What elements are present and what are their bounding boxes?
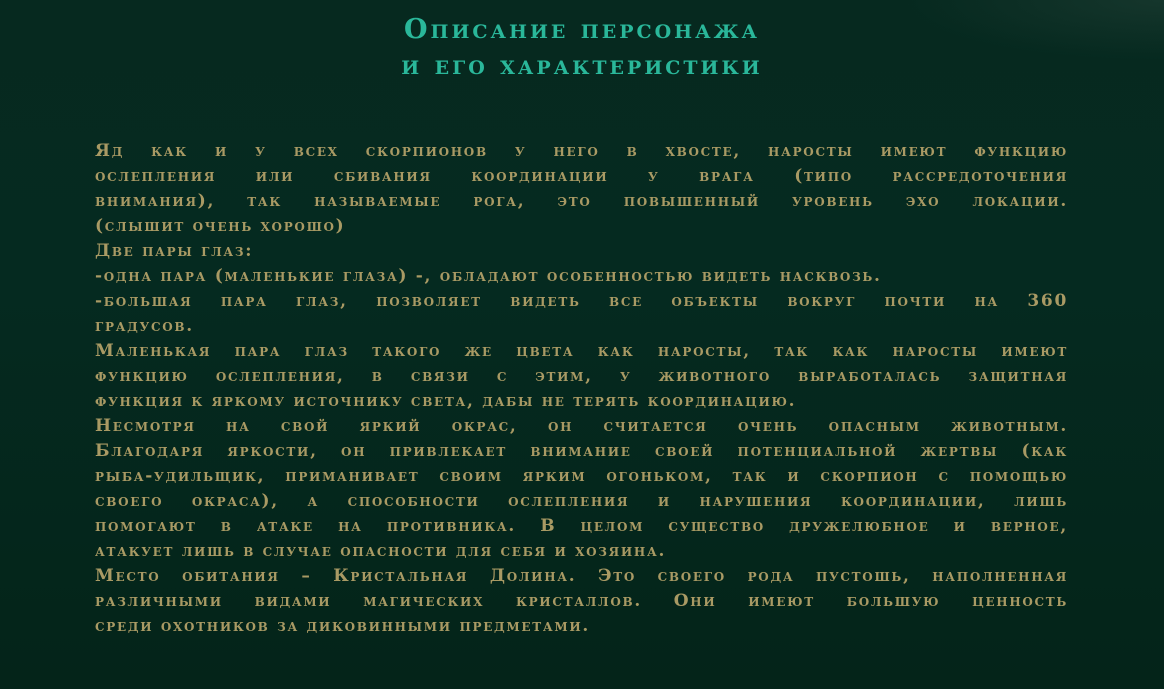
description-line: Две пары глаз: [95,241,254,261]
description-line: (слышит очень хорошо) [95,216,346,236]
title-line-1: Описание персонажа [403,14,760,45]
description-line: Благодаря яркости, он привлекает внимание своей потенциальной жертвы (как [95,441,1068,461]
title-line-2: и его характеристики [401,50,763,81]
description-line: Несмотря на свой яркий окрас, он считается очень опасным животным. [95,416,1068,436]
description-line: внимания), так называемые рога, это повышенный уровень эхо локации. [95,191,1068,211]
description-line: своего окраса), а способности ослепления и нарушения координации, лишь [95,491,1068,511]
description-line: функция к яркому источнику света, дабы не терять координацию. [95,391,797,411]
description-line: -большая пара глаз, позволяет видеть все объекты вокруг почти на 360 [95,291,1068,311]
description-line: Яд как и у всех скорпионов у него в хвосте, наросты имеют функцию [95,141,1068,161]
description-text [95,139,1068,639]
description-line: ослепления или сбивания координации у врага (типо рассредоточения [95,166,1068,186]
description-line: Маленькая пара глаз такого же цвета как наросты, так как наросты имеют [95,341,1068,361]
description-line: Место обитания – Кристальная Долина. Это своего рода пустошь, наполненная [95,566,1068,586]
description-line: рыба-удильщик, приманивает своим ярким огоньком, так и скорпион с помощью [95,466,1068,486]
description-line: помогают в атаке на противника. В целом существо дружелюбное и верное, [95,516,1068,536]
description-line: функцию ослепления, в связи с этим, у животного выработалась защитная [95,366,1068,386]
description-line: среди охотников за диковинными предметами. [95,616,590,636]
description-line: градусов. [95,316,194,336]
description-line: атакует лишь в случае опасности для себя и хозяина. [95,541,667,561]
description-line: различными видами магических кристаллов. Они имеют большую ценность [95,591,1068,611]
description-line: -одна пара (маленькие глаза) -, обладают особенностью видеть насквозь. [95,266,882,286]
page-title [0,12,1164,84]
